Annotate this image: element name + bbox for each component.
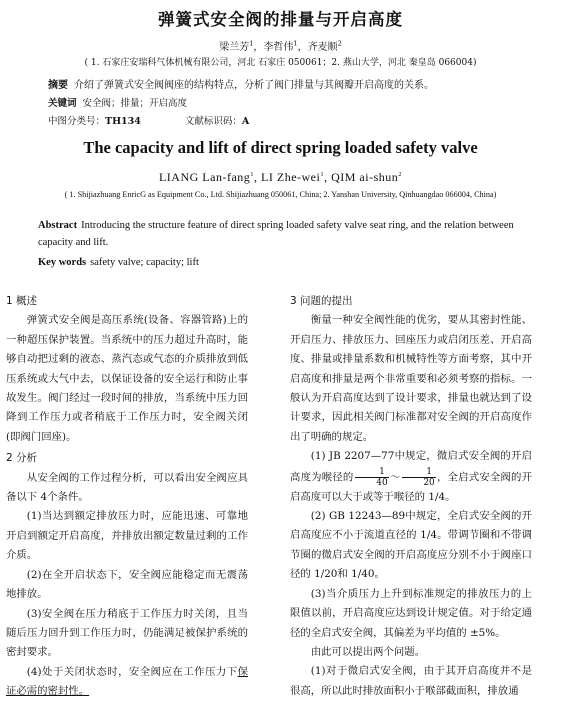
- author-3-cn-affil: 2: [337, 39, 342, 48]
- section-3-heading: 3 问题的提出: [290, 295, 353, 307]
- author-3-en-affil: 2: [398, 171, 403, 178]
- paper-title-cn: 弹簧式安全阀的排量与开启高度: [158, 10, 403, 29]
- paper-title-en: The capacity and lift of direct spring loaded safety valve: [83, 138, 478, 157]
- section-3-para-4: (3)当介质压力上升到标准规定的排放压力的上限值以前，开启高度应达到设计规定值。对于给定通径的全启式安全阀，其偏差为平均值的 ±5%。: [290, 587, 532, 639]
- section-1-heading: 1 概述: [6, 295, 38, 307]
- author-sep: ，: [297, 42, 308, 53]
- fraction-denominator: 40: [376, 477, 388, 488]
- fraction-separator: ～: [389, 471, 401, 484]
- section-3-para-2-b: ，全启式安全阀的开启高度可以大于或等于喉径的 1/4。: [290, 471, 533, 503]
- author-2-cn-affil: 1: [293, 39, 298, 48]
- section-2-para-1: 从安全阀的工作过程分析，可以看出安全阀应具备以下 4个条件。: [6, 471, 248, 504]
- doc-code-value: A: [241, 116, 250, 127]
- keywords-en: [38, 254, 534, 271]
- section-2-para-5-underlined: 保证必需的密封性。: [6, 665, 248, 698]
- section-2-heading: 2 分析: [6, 452, 38, 465]
- section-3-para-1: 衡量一种安全阀性能的优劣，要从其密封性能、开启压力、排放压力、回座压力或启闭压差、开启高度、排量或排量系数和机械特性等方面考察，其中开启高度和排量是两个非常重要和必须考察的指标。一般认为开启高度达到了设计要求，排量也就达到了设计要求，因此相关阀门标准都对安全阀的开启高度作出了明确的规定。: [290, 314, 532, 443]
- authors-en: [0, 170, 561, 185]
- section-2-para-5: [6, 663, 248, 702]
- abstract-en-text: Introducing the structure feature of direct spring loaded safety valve seat ring, and the relation between capacity and lift.: [38, 220, 514, 248]
- abstract-cn-text: 介绍了弹簧式安全阀阀座的结构特点，分析了阀门排量与其阀瓣开启高度的关系。: [74, 80, 434, 91]
- fraction-numerator: 1: [355, 467, 389, 478]
- authors-cn: [0, 38, 561, 53]
- section-2-para-2: (1)当达到额定排放压力时，应能迅速、可靠地开启到额定开启高度，并排放出额定数量过剩的工作介质。: [6, 510, 248, 562]
- keywords-cn-text: 安全阀；排量；开启高度: [82, 98, 188, 109]
- keywords-en-label: Key words: [38, 257, 87, 268]
- fraction-denominator: 20: [423, 477, 435, 488]
- author-3-en: QIM ai-shun: [331, 170, 399, 184]
- right-column: [290, 292, 532, 701]
- abstract-cn-label: 摘要: [48, 80, 68, 91]
- section-3-para-5: 由此可以提出两个问题。: [310, 645, 426, 658]
- fraction-1-20: [402, 467, 436, 488]
- fraction-1-40: [355, 467, 389, 488]
- doc-code-label: 文献标识码：: [184, 116, 242, 127]
- keywords-cn: [48, 95, 528, 109]
- affiliations-en: ( 1. Shijiazhuang EnricG as Equipment Co., Ltd. Shijiazhuang 050061, China; 2. Yanshan University, Qinhuangdao 066004, China): [64, 190, 497, 199]
- author-1-cn: 梁兰芳: [219, 42, 250, 53]
- author-2-en: LI Zhe-wei: [261, 170, 321, 184]
- section-3-para-6: (1)对于微启式安全阀，由于其开启高度并不是很高，所以此时排放面积小于喉部截面积，排放通: [290, 665, 532, 697]
- author-1-en: LIANG Lan-fang: [158, 170, 251, 184]
- abstract-en-label: Abstract: [38, 220, 78, 231]
- fraction-numerator: 1: [402, 467, 436, 478]
- section-3-para-3: (2) GB 12243—89中规定，全启式安全阀的开启高度应不小于流道直径的 1/4。带调节圈和不带调节圈的微启式安全阀的开启高度应分别不小于阀座口径的 1/20和 1/40。: [290, 510, 532, 581]
- clc-label: 中图分类号：: [48, 116, 106, 127]
- keywords-en-text: safety valve; capacity; lift: [90, 257, 199, 268]
- abstract-en: [38, 217, 534, 251]
- author-2-en-affil: 1: [320, 171, 325, 178]
- left-column: [6, 292, 248, 702]
- section-2-para-3: (2)在全开启状态下，安全阀应能稳定而无震荡地排放。: [6, 568, 248, 601]
- clc-value: TH134: [105, 116, 141, 127]
- author-sep: ,: [324, 170, 332, 184]
- affiliations-cn: ( 1. 石家庄安瑞科气体机械有限公司，河北 石家庄 050061；2. 燕山大学，河北 秦皇岛 066004): [84, 58, 477, 68]
- author-3-cn: 齐麦顺: [307, 42, 338, 53]
- section-1-para-1: 弹簧式安全阀是高压系统(设备、容器管路)上的一种超压保护装置。当系统中的压力超过升高时，能够自动把过剩的液态、蒸汽态或气态的介质排放到低压系统或大气中去，以保证设备的安全运行和防止事故发生。阀门经过一段时间的排放，当系统中压力回降到工作压力或者稍底于工作压力时，安全阀关闭(即阀门回座)。: [6, 314, 248, 443]
- author-1-cn-affil: 1: [249, 39, 254, 48]
- author-1-en-affil: 1: [250, 171, 255, 178]
- author-2-cn: 李哲伟: [263, 42, 294, 53]
- author-sep: ，: [253, 42, 264, 53]
- section-3-para-2-a: (1) JB 2207—77中规定，微启式安全阀的开启高度为喉径的: [290, 450, 532, 484]
- abstract-cn: [48, 76, 528, 91]
- section-3-para-2: [290, 447, 532, 507]
- section-2-para-5-text: (4)处于关闭状态时，安全阀应在工作压力下: [26, 665, 238, 678]
- classification-row: [48, 113, 528, 127]
- section-2-para-4: (3)安全阀在压力稍底于工作压力时关闭，且当随后压力回升到工作压力时，仍能满足被保护系统的密封要求。: [6, 607, 248, 659]
- author-sep: ,: [254, 170, 262, 184]
- keywords-cn-label: 关键词: [48, 98, 77, 109]
